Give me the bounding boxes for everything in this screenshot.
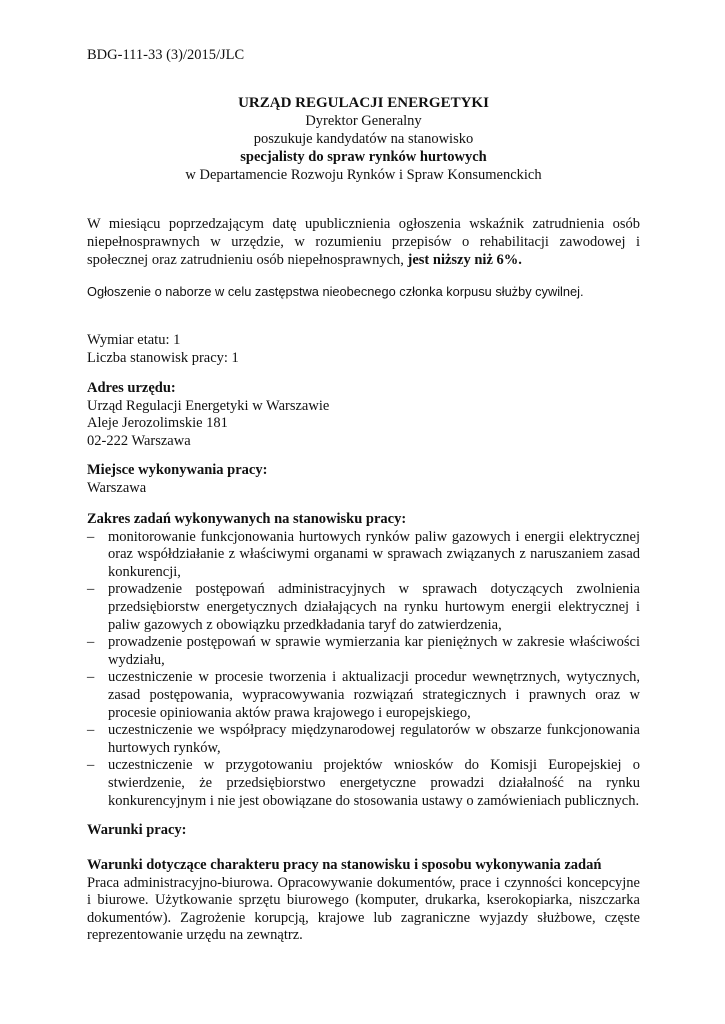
disability-notice-emphasis: jest niższy niż 6%.	[407, 252, 522, 269]
workplace-heading: Miejsce wykonywania pracy:	[87, 462, 268, 478]
dash-bullet: –	[87, 722, 95, 739]
task-item	[87, 634, 640, 669]
conditions-heading-block	[87, 822, 640, 840]
header-line-seeking: poszukuje kandydatów na stanowisko	[253, 131, 474, 147]
task-text: uczestniczenie we współpracy międzynarodowej regulatorów w obszarze funkcjonowania hurtowych rynków,	[108, 722, 640, 756]
conditions-section	[87, 857, 640, 945]
task-item	[87, 669, 640, 722]
dash-bullet: –	[87, 634, 95, 651]
replacement-note: Ogłoszenie o naborze w celu zastępstwa nieobecnego członka korpusu służby cywilnej.	[87, 284, 584, 299]
address-section	[87, 380, 640, 450]
workplace-section	[87, 462, 640, 497]
task-text: uczestniczenie w procesie tworzenia i aktualizacji procedur wewnętrznych, wytycznych, zasad postępowania, wypracowywania rozwiązań strategicznych i prawnych oraz w procesie opiniowania aktów prawa krajowego i europejskiego,	[108, 669, 640, 721]
task-text: monitorowanie funkcjonowania hurtowych rynków paliw gazowych i energii elektrycznej oraz współdziałanie z właściwymi organami w sprawach związanych z naruszaniem zasad konkurencji,	[108, 528, 640, 580]
dash-bullet: –	[87, 757, 95, 774]
disability-notice-text: W miesiącu poprzedzającym datę upublicznienia ogłoszenia wskaźnik zatrudnienia osób niepełnosprawnych w urzędzie, w rozumieniu przepisów o rehabilitacji zawodowej i społecznej oraz zatrudnieniu osób niepełnosprawnych,	[87, 216, 640, 269]
address-heading: Adres urzędu:	[87, 380, 176, 396]
task-item	[87, 757, 640, 810]
conditions-subheading: Warunki dotyczące charakteru pracy na stanowisku i sposobu wykonywania zadań	[87, 857, 602, 873]
tasks-heading: Zakres zadań wykonywanych na stanowisku pracy:	[87, 511, 407, 527]
employment-section	[87, 332, 640, 367]
disability-notice	[87, 215, 640, 270]
document-reference: BDG-111-33 (3)/2015/JLC	[87, 47, 245, 63]
workplace-value: Warszawa	[87, 479, 147, 496]
positions-line: Liczba stanowisk pracy: 1	[87, 349, 239, 366]
dash-bullet: –	[87, 669, 95, 686]
header-line-director: Dyrektor Generalny	[305, 113, 422, 129]
organization-title: URZĄD REGULACJI ENERGETYKI	[238, 95, 489, 111]
task-item	[87, 529, 640, 582]
task-item	[87, 722, 640, 757]
conditions-heading: Warunki pracy:	[87, 822, 187, 838]
tasks-list	[87, 529, 640, 811]
task-text: prowadzenie postępowań w sprawie wymierzania kar pieniężnych w zakresie właściwości wydziału,	[108, 634, 640, 668]
address-line-3: 02-222 Warszawa	[87, 432, 191, 449]
document-header	[87, 94, 640, 184]
conditions-text: Praca administracyjno-biurowa. Opracowywanie dokumentów, prace i czynności koncepcyjne i biurowe. Użytkowanie sprzętu biurowego (komputer, drukarka, kserokopiarka, niszczarka dokumentów). Zagrożenie korupcją, krajowe lub zagraniczne wyjazdy służbowe, częste reprezentowanie urzędu na zewnątrz.	[87, 874, 640, 944]
address-line-1: Urząd Regulacji Energetyki w Warszawie	[87, 397, 330, 414]
address-line-2: Aleje Jerozolimskie 181	[87, 415, 228, 431]
fte-line: Wymiar etatu: 1	[87, 332, 181, 348]
task-text: uczestniczenie w przygotowaniu projektów wniosków do Komisji Europejskiej o stwierdzenie, że przedsiębiorstwo energetyczne prowadzi działalność na rynku konkurencyjnym i nie jest obowiązane do stosowania ustawy o zamówieniach publicznych.	[108, 757, 640, 809]
dash-bullet: –	[87, 528, 95, 545]
tasks-section	[87, 511, 640, 810]
task-item	[87, 581, 640, 634]
position-title: specjalisty do spraw rynków hurtowych	[240, 149, 487, 165]
task-text: prowadzenie postępowań administracyjnych w sprawach dotyczących zwolnienia przedsiębiorstw energetycznych działających na rynku hurtowym energii elektrycznej i paliw gazowych z obowiązku przedkładania taryf do zatwierdzenia,	[108, 581, 640, 633]
department-name: w Departamencie Rozwoju Rynków i Spraw Konsumenckich	[185, 167, 542, 183]
dash-bullet: –	[87, 581, 95, 598]
